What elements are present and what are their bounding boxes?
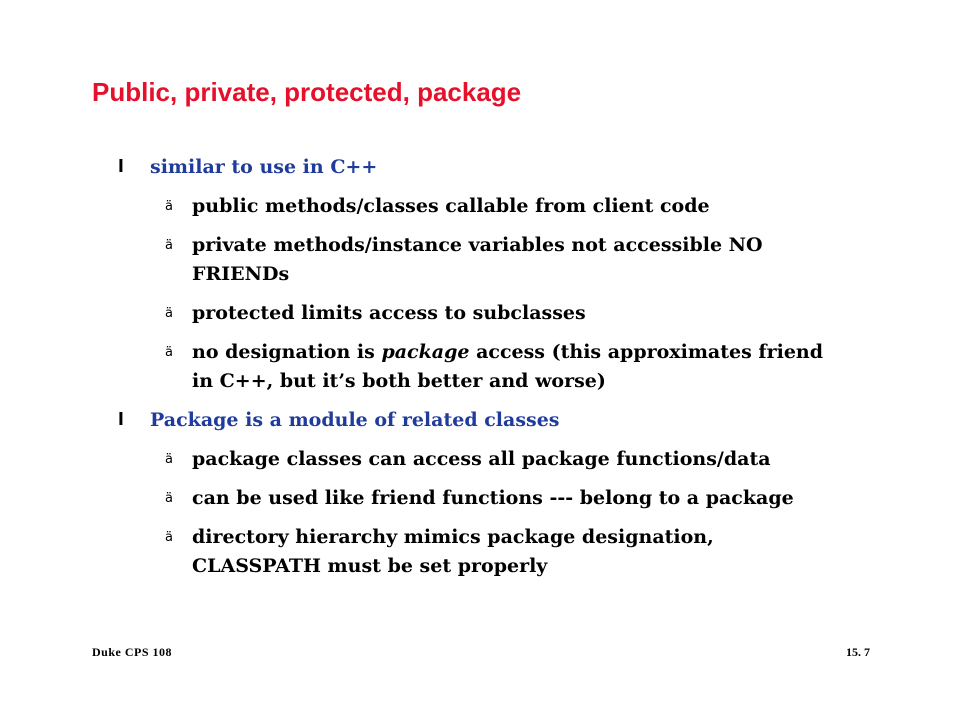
footer-course-label: Duke CPS 108 <box>92 645 173 659</box>
sub-bullet-line: public methods/classes callable from client code <box>192 195 710 217</box>
sub-bullet-item <box>0 445 960 474</box>
line-text-before: no designation is <box>192 341 382 363</box>
sub-bullet-marker: ä <box>165 306 173 321</box>
sub-bullet-marker: ä <box>165 530 173 545</box>
sub-bullet-line: CLASSPATH must be set properly <box>192 555 548 577</box>
sub-bullet-item <box>0 338 960 396</box>
bullet-item <box>0 406 960 435</box>
sub-bullet-line: FRIENDs <box>192 263 290 285</box>
sub-bullet-line: in C++, but it’s both better and worse) <box>192 370 606 392</box>
emphasis-text: package <box>381 341 470 363</box>
sub-bullet-item <box>0 192 960 221</box>
sub-bullet-text <box>192 231 960 289</box>
bullet-marker: l <box>118 410 124 430</box>
sub-bullet-text <box>192 445 960 474</box>
sub-bullet-text <box>192 192 960 221</box>
sub-bullet-item <box>0 523 960 581</box>
sub-bullet-marker: ä <box>165 491 173 506</box>
sub-bullet-line: directory hierarchy mimics package designation, <box>192 526 714 548</box>
sub-bullet-line <box>192 338 960 367</box>
sub-bullet-marker: ä <box>165 452 173 467</box>
sub-bullet-line: package classes can access all package functions/data <box>192 448 771 470</box>
sub-bullet-marker: ä <box>165 345 173 360</box>
sub-bullet-line: protected limits access to subclasses <box>192 302 586 324</box>
bullet-text: similar to use in C++ <box>150 156 378 178</box>
bullet-list <box>0 153 960 581</box>
sub-bullet-marker: ä <box>165 238 173 253</box>
bullet-marker: l <box>118 157 124 177</box>
bullet-item <box>0 153 960 182</box>
line-text-after: access (this approximates friend <box>469 341 824 363</box>
sub-bullet-line: private methods/instance variables not accessible NO <box>192 234 763 256</box>
sub-bullet-item <box>0 484 960 513</box>
sub-bullet-text <box>192 523 960 581</box>
sub-bullet-text <box>192 338 960 396</box>
sub-bullet-text <box>192 484 960 513</box>
sub-bullet-text <box>192 299 960 328</box>
bullet-text: Package is a module of related classes <box>150 409 560 431</box>
footer-slide-number: 15. 7 <box>846 645 870 659</box>
sub-bullet-marker: ä <box>165 199 173 214</box>
slide-title: Public, private, protected, package <box>92 77 522 107</box>
sub-bullet-item <box>0 231 960 289</box>
sub-bullet-item <box>0 299 960 328</box>
sub-bullet-line: can be used like friend functions --- belong to a package <box>192 487 794 509</box>
